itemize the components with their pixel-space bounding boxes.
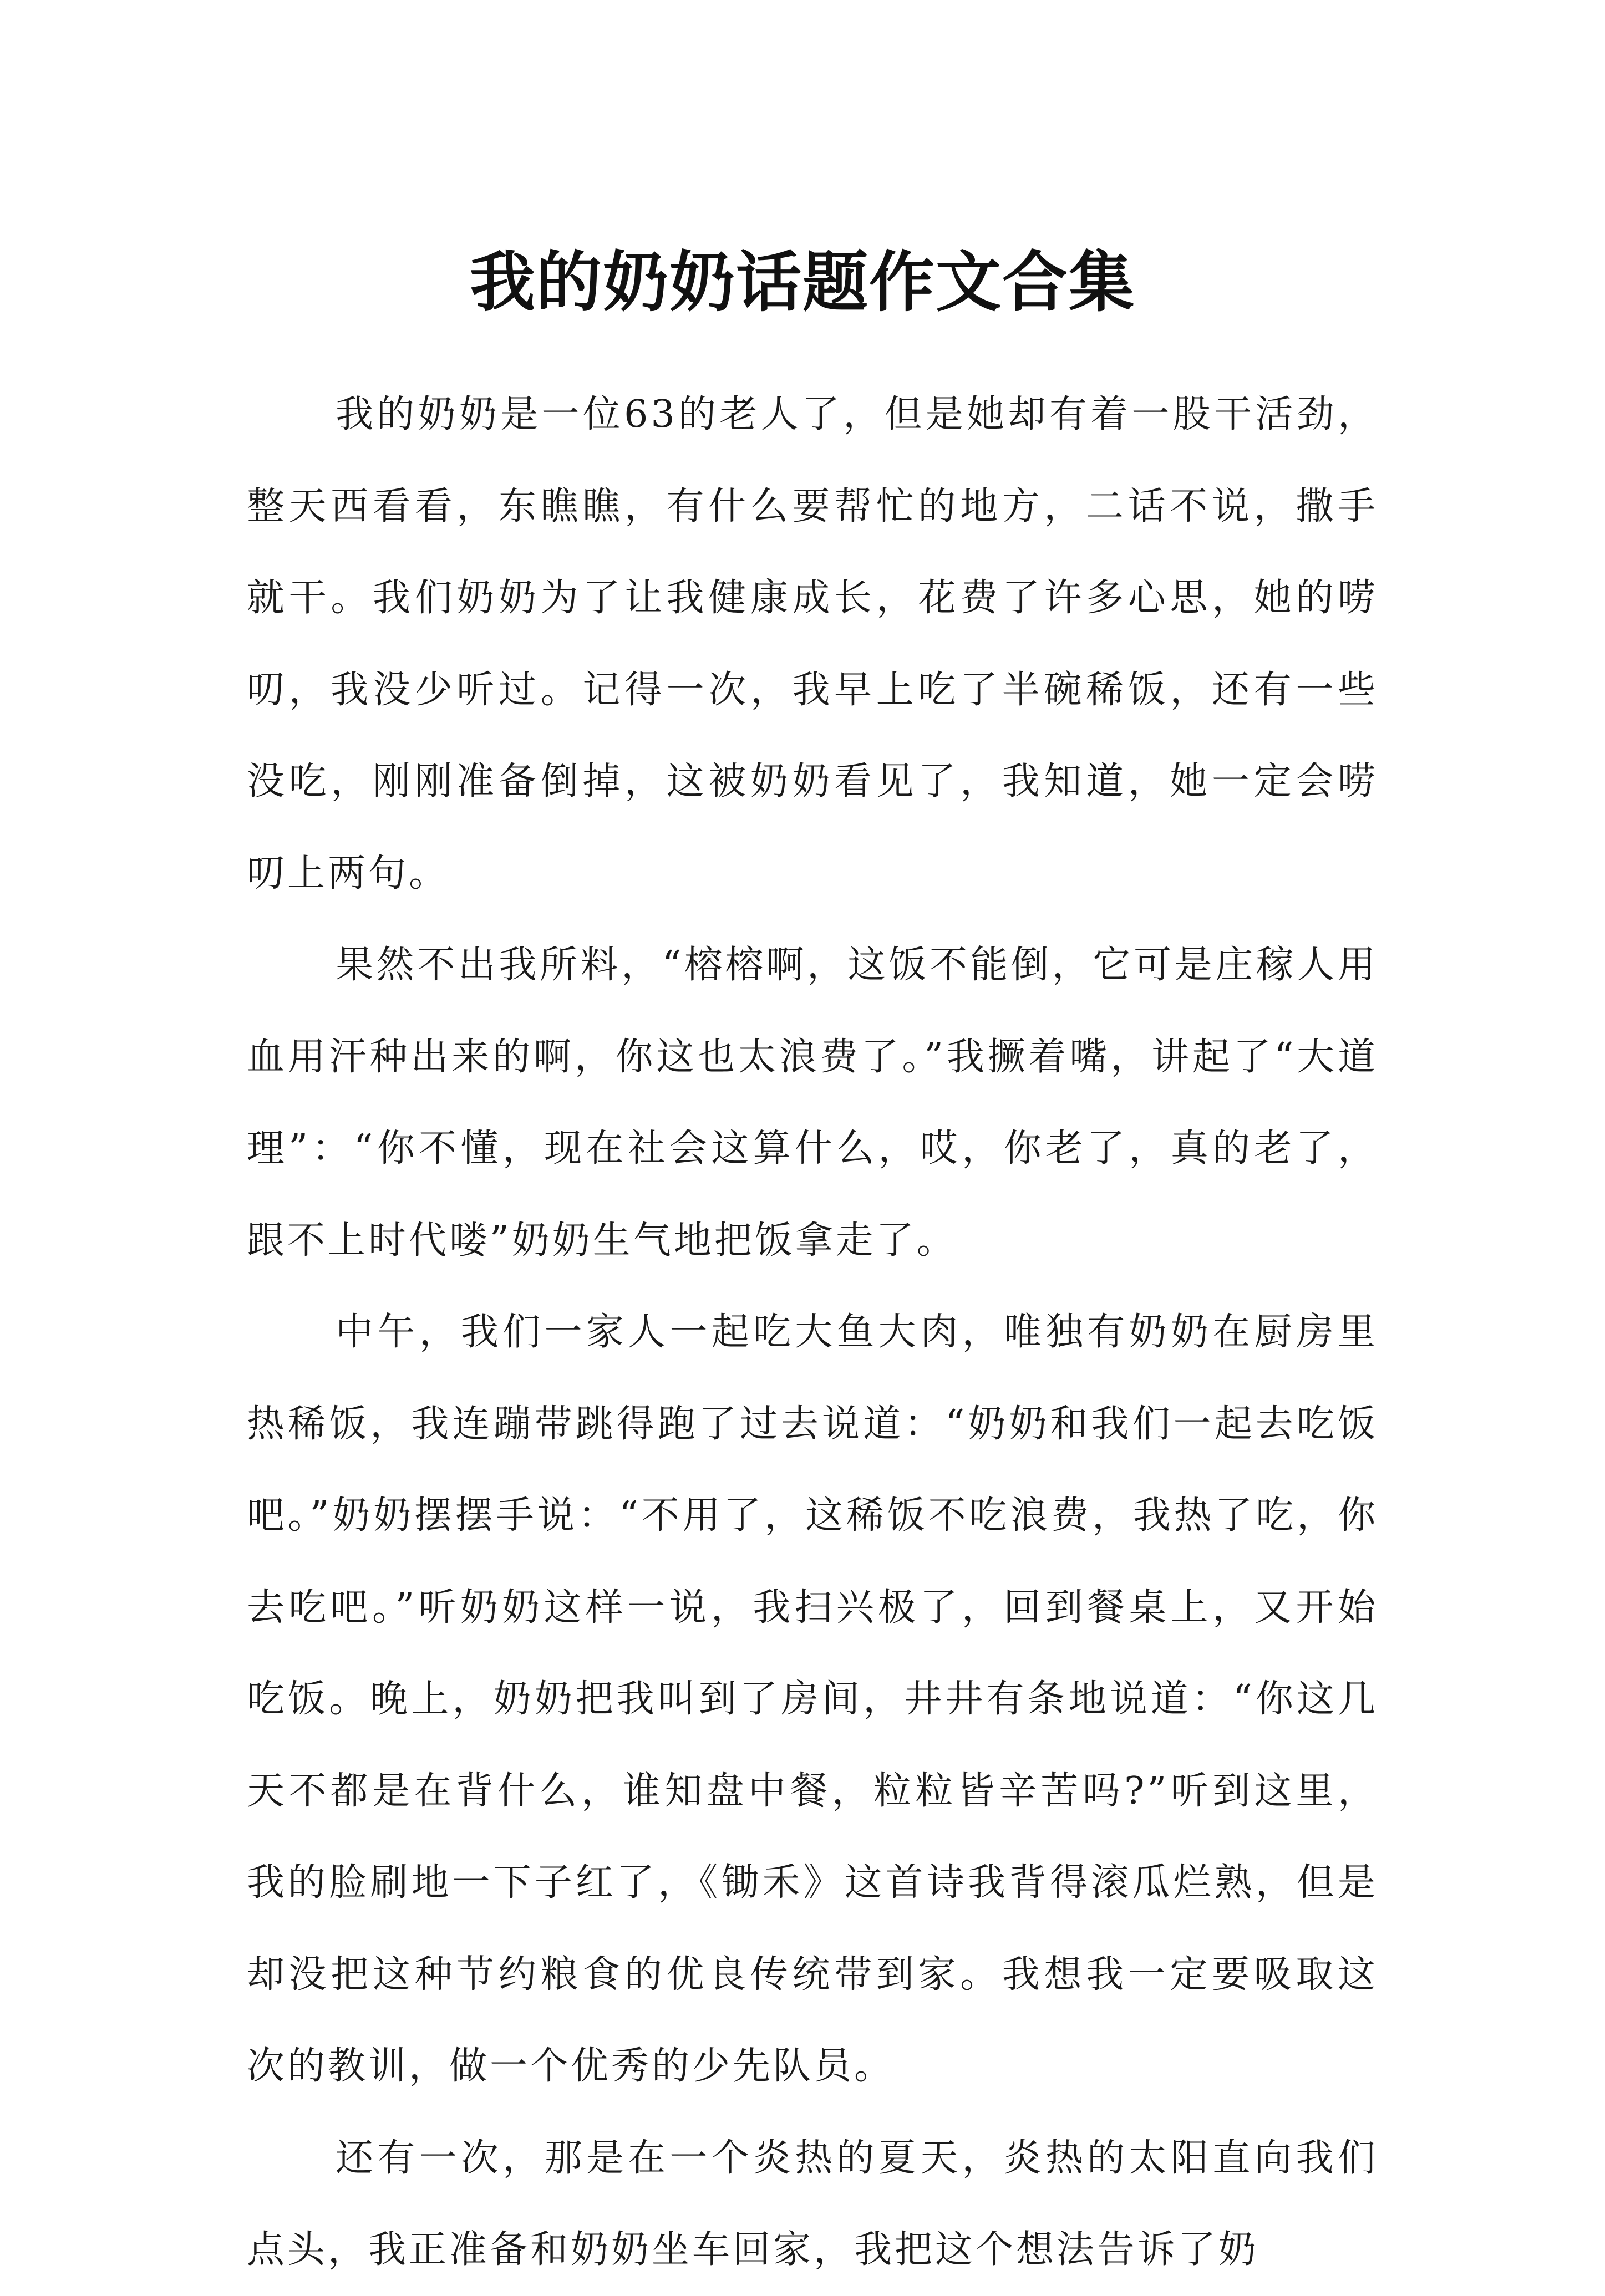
document-body <box>247 369 1378 2296</box>
paragraph-4: 还有一次，那是在一个炎热的夏天，炎热的太阳直向我们点头，我正准备和奶奶坐车回家，我把这个想法告诉了奶 <box>247 2136 1378 2272</box>
document-title: 我的奶奶话题作文合集 <box>469 243 1135 321</box>
paragraph-3: 中午，我们一家人一起吃大鱼大肉，唯独有奶奶在厨房里热稀饭，我连蹦带跳得跑了过去说道：“奶奶和我们一起去吃饭吧。”奶奶摆摆手说：“不用了，这稀饭不吃浪费，我热了吃，你去吃吧。”听奶奶这样一说，我扫兴极了，回到餐桌上，又开始吃饭。晚上，奶奶把我叫到了房间，井井有条地说道：“你这几天不都是在背什么，谁知盘中餐，粒粒皆辛苦吗?”听到这里，我的脸刷地一下子红了，《锄禾》这首诗我背得滚瓜烂熟，但是却没把这种节约粮食的优良传统带到家。我想我一定要吸取这次的教训，做一个优秀的少先队员。 <box>247 1310 1378 2088</box>
paragraph-2: 果然不出我所料，“榕榕啊，这饭不能倒，它可是庄稼人用血用汗种出来的啊，你这也太浪费了。”我撅着嘴，讲起了“大道理”：“你不懂，现在社会这算什么，哎，你老了，真的老了，跟不上时代喽”奶奶生气地把饭拿走了。 <box>247 943 1378 1262</box>
paragraph-1: 我的奶奶是一位63的老人了，但是她却有着一股干活劲，整天西看看，东瞧瞧，有什么要帮忙的地方，二话不说，撒手就干。我们奶奶为了让我健康成长，花费了许多心思，她的唠叨，我没少听过。记得一次，我早上吃了半碗稀饭，还有一些没吃，刚刚准备倒掉，这被奶奶看见了，我知道，她一定会唠叨上两句。 <box>247 393 1378 895</box>
